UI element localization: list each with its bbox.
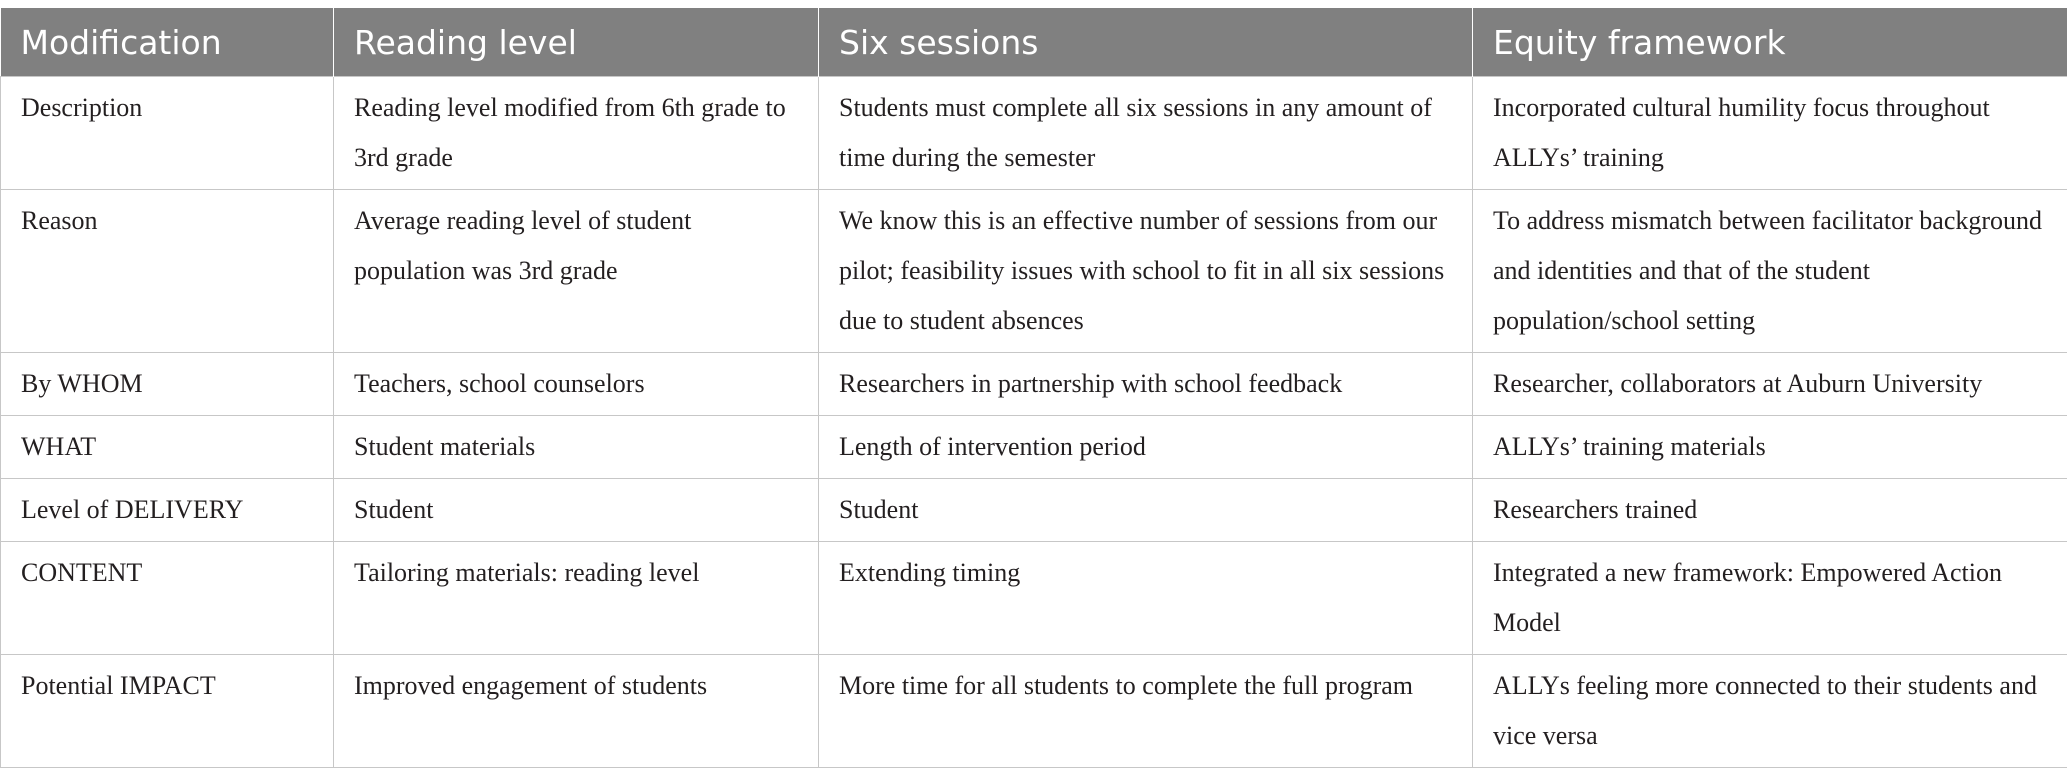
table-header: [1, 8, 2067, 77]
table-cell: Reading level modified from 6th grade to 3rd grade: [334, 77, 819, 190]
row-label: Level of DELIVERY: [1, 479, 334, 542]
table-cell: Teachers, school counselors: [334, 353, 819, 416]
table-cell: Tailoring materials: reading level: [334, 542, 819, 655]
table-cell: Integrated a new framework: Empowered Action Model: [1473, 542, 2067, 655]
table-container: [0, 8, 2067, 768]
header-reading-level: Reading level: [334, 8, 819, 77]
row-label: Reason: [1, 190, 334, 353]
header-equity-framework: Equity framework: [1473, 8, 2067, 77]
table-cell: Student: [819, 479, 1473, 542]
row-label: Description: [1, 77, 334, 190]
table-cell: Extending timing: [819, 542, 1473, 655]
table-row: [1, 479, 2067, 542]
table-cell: Student: [334, 479, 819, 542]
table-cell: ALLYs’ training materials: [1473, 416, 2067, 479]
table-cell: Researchers in partnership with school feedback: [819, 353, 1473, 416]
table-cell: Average reading level of student population was 3rd grade: [334, 190, 819, 353]
table-cell: ALLYs feeling more connected to their students and vice versa: [1473, 655, 2067, 768]
header-six-sessions: Six sessions: [819, 8, 1473, 77]
header-modification: Modification: [1, 8, 334, 77]
table-cell: Researchers trained: [1473, 479, 2067, 542]
table-body: [1, 77, 2067, 768]
table-row: [1, 655, 2067, 768]
table-row: [1, 77, 2067, 190]
header-row: [1, 8, 2067, 77]
table-cell: We know this is an effective number of sessions from our pilot; feasibility issues with school to fit in all six sessions due to student absences: [819, 190, 1473, 353]
table-cell: Students must complete all six sessions in any amount of time during the semester: [819, 77, 1473, 190]
table-cell: To address mismatch between facilitator background and identities and that of the student population/school setting: [1473, 190, 2067, 353]
table-row: [1, 190, 2067, 353]
row-label: Potential IMPACT: [1, 655, 334, 768]
table-row: [1, 416, 2067, 479]
row-label: CONTENT: [1, 542, 334, 655]
table-row: [1, 542, 2067, 655]
table-row: [1, 353, 2067, 416]
table-cell: Improved engagement of students: [334, 655, 819, 768]
table-cell: More time for all students to complete the full program: [819, 655, 1473, 768]
modification-table: [0, 8, 2067, 768]
table-cell: Length of intervention period: [819, 416, 1473, 479]
row-label: WHAT: [1, 416, 334, 479]
row-label: By WHOM: [1, 353, 334, 416]
table-cell: Researcher, collaborators at Auburn University: [1473, 353, 2067, 416]
table-cell: Student materials: [334, 416, 819, 479]
table-cell: Incorporated cultural humility focus throughout ALLYs’ training: [1473, 77, 2067, 190]
